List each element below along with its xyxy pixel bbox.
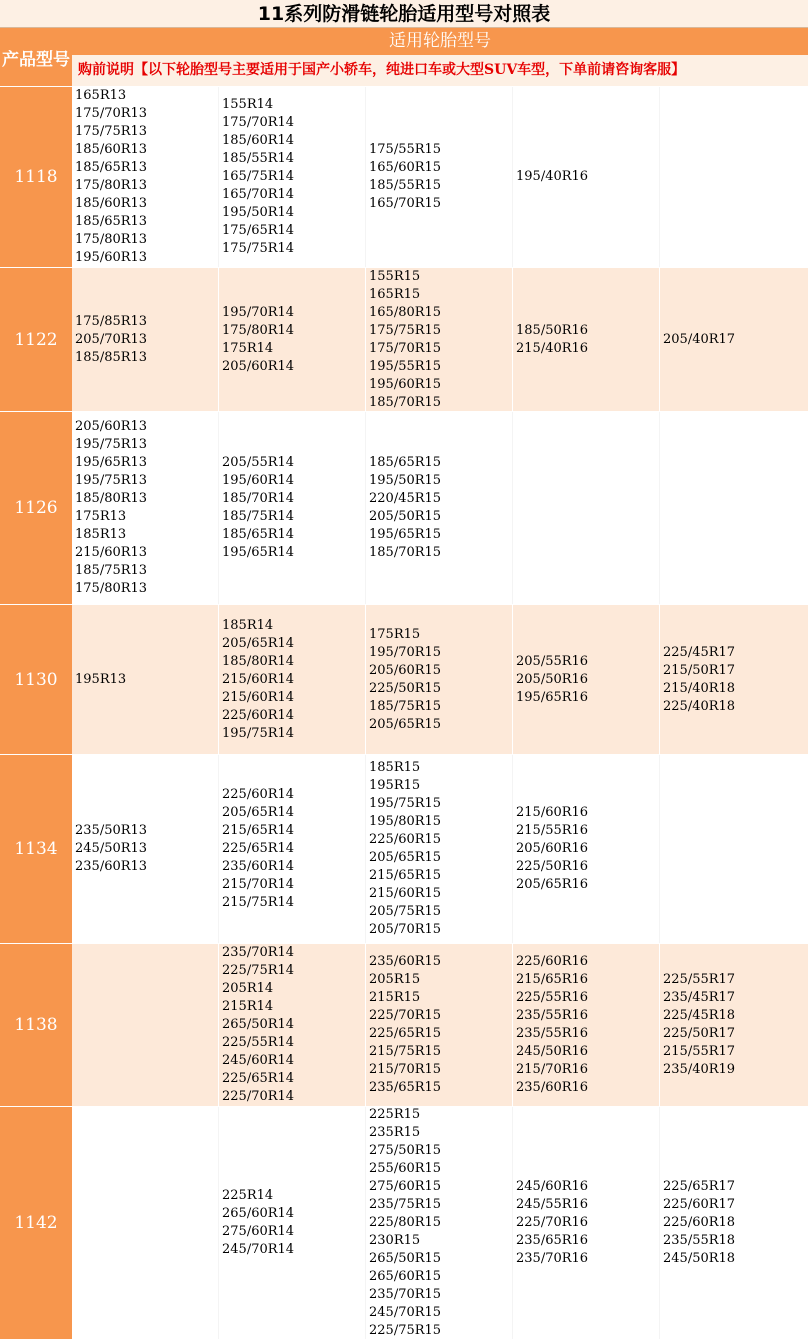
tire-size-cell	[513, 1107, 660, 1339]
tire-size: 235/60R14	[222, 859, 295, 874]
tire-size: 235/55R16	[516, 1008, 589, 1023]
tire-size: 175R14	[222, 340, 274, 356]
tire-size: 215/65R16	[516, 972, 589, 987]
tire-size: 215/60R14	[222, 671, 295, 687]
tire-size: 185/75R13	[75, 563, 148, 578]
tire-size: 195/70R15	[369, 644, 442, 660]
tire-size: 215/65R15	[369, 868, 442, 883]
tire-size: 215/55R16	[516, 823, 589, 838]
tire-size: 195/50R15	[369, 473, 442, 488]
tire-size: 175/80R14	[222, 322, 295, 338]
tire-size: 185R13	[75, 527, 127, 542]
tire-size: 185/70R15	[369, 394, 442, 410]
tire-size: 185/60R13	[75, 196, 148, 211]
tire-size: 165R13	[75, 88, 127, 103]
tire-size: 185/65R13	[75, 214, 148, 229]
tire-size: 175/55R15	[369, 142, 442, 157]
tire-size: 185/60R13	[75, 142, 148, 157]
tire-size: 225/65R17	[663, 1179, 736, 1194]
tire-size: 225/50R16	[516, 859, 589, 874]
tire-size-cell	[366, 412, 513, 604]
tire-size: 215/70R14	[222, 877, 295, 892]
tire-size: 225/80R15	[369, 1215, 442, 1230]
tire-size: 195/75R14	[222, 725, 295, 741]
tire-size: 225/50R17	[663, 1026, 736, 1041]
product-model-cell: 1138	[0, 944, 72, 1106]
tire-size: 235/60R16	[516, 1080, 589, 1095]
tire-size: 165/80R15	[369, 304, 442, 320]
tire-size: 215R14	[222, 999, 274, 1014]
tire-size-cell	[660, 412, 808, 604]
product-model-cell: 1142	[0, 1107, 72, 1339]
tire-size: 195R13	[75, 671, 127, 687]
tire-size-cell	[219, 87, 366, 267]
tire-size: 195R15	[369, 778, 421, 793]
tire-size-cell	[219, 412, 366, 604]
tire-size-cell	[366, 1107, 513, 1339]
tire-size: 195/60R14	[222, 473, 295, 488]
tire-size-cell	[366, 944, 513, 1106]
tire-size: 195/60R15	[369, 376, 442, 392]
tire-size-cell	[72, 944, 219, 1106]
tire-size: 175/75R13	[75, 124, 148, 139]
tire-size: 165R15	[369, 286, 421, 302]
table-row	[0, 411, 808, 604]
tire-size: 245/50R16	[516, 1044, 589, 1059]
tire-size: 215/60R16	[516, 805, 589, 820]
tire-size: 225/50R15	[369, 680, 442, 696]
tire-size: 185/65R13	[75, 160, 148, 175]
tire-size: 205/50R15	[369, 509, 442, 524]
tire-size: 245/50R18	[663, 1251, 736, 1266]
tire-size: 215/70R15	[369, 1062, 442, 1077]
table-row	[0, 1106, 808, 1339]
tire-size: 265/50R15	[369, 1251, 442, 1266]
tire-size: 225R15	[369, 1107, 421, 1122]
tire-size: 235/75R15	[369, 1197, 442, 1212]
tire-size: 185/55R14	[222, 151, 295, 166]
tire-size-cell	[513, 605, 660, 754]
tire-size-cell	[660, 605, 808, 754]
tire-size: 205/60R14	[222, 358, 295, 374]
table-row	[0, 754, 808, 943]
tire-size: 225/75R15	[369, 1323, 442, 1338]
purchase-notice: 购前说明【以下轮胎型号主要适用于国产小轿车，纯进口车或大型SUV车型，下单前请咨询客服】	[72, 55, 808, 86]
tire-size: 205/60R16	[516, 841, 589, 856]
tire-size: 185/55R15	[369, 178, 442, 193]
tire-size: 235/60R13	[75, 859, 148, 874]
tire-size-cell	[219, 944, 366, 1106]
product-model-cell: 1126	[0, 412, 72, 604]
table-row	[0, 267, 808, 411]
tire-size: 165/75R14	[222, 169, 295, 184]
tire-size: 235/70R15	[369, 1287, 442, 1302]
tire-size: 165/70R14	[222, 187, 295, 202]
tire-size: 175/80R13	[75, 232, 148, 247]
product-model-cell: 1134	[0, 755, 72, 943]
tire-size: 225/65R14	[222, 841, 295, 856]
tire-size: 225/60R16	[516, 954, 589, 969]
tire-size-cell	[513, 412, 660, 604]
tire-size-cell	[513, 755, 660, 943]
tire-size: 215/40R18	[663, 680, 736, 696]
tire-size: 265/60R14	[222, 1206, 295, 1221]
tire-size: 185/80R13	[75, 491, 148, 506]
tire-size: 205/40R17	[663, 331, 736, 347]
tire-size: 215/75R14	[222, 895, 295, 910]
tire-size: 215/75R15	[369, 1044, 442, 1059]
tire-size: 215/60R13	[75, 545, 148, 560]
tire-size: 175/70R15	[369, 340, 442, 356]
tire-size-cell	[72, 755, 219, 943]
tire-size: 185/70R14	[222, 491, 295, 506]
tire-size: 235/70R14	[222, 945, 295, 960]
tire-size: 205/60R15	[369, 662, 442, 678]
tire-size-cell	[366, 268, 513, 411]
tire-size: 195/75R13	[75, 437, 148, 452]
tire-size: 245/60R16	[516, 1179, 589, 1194]
tire-size: 165/60R15	[369, 160, 442, 175]
tire-size: 205R15	[369, 972, 421, 987]
tire-size: 225/70R15	[369, 1008, 442, 1023]
tire-size: 225/60R14	[222, 787, 295, 802]
tire-size: 205/65R14	[222, 635, 295, 651]
tire-size: 205/65R15	[369, 850, 442, 865]
tire-size: 195/75R15	[369, 796, 442, 811]
tire-size: 205/50R16	[516, 671, 589, 687]
tire-size: 215/55R17	[663, 1044, 736, 1059]
tire-size: 195/40R16	[516, 169, 589, 184]
tire-size: 195/65R14	[222, 545, 295, 560]
tire-size: 235/65R16	[516, 1233, 589, 1248]
tire-size: 225/45R18	[663, 1008, 736, 1023]
tire-size: 275/60R15	[369, 1179, 442, 1194]
tire-size: 175/75R14	[222, 241, 295, 256]
tire-size: 225/60R15	[369, 832, 442, 847]
tire-size: 175R13	[75, 509, 127, 524]
tire-size: 185R15	[369, 760, 421, 775]
tire-size-cell	[366, 605, 513, 754]
tire-size: 245/70R14	[222, 1242, 295, 1257]
tire-size-cell	[660, 755, 808, 943]
tire-size: 245/60R14	[222, 1053, 295, 1068]
tire-size-cell	[219, 1107, 366, 1339]
tire-size: 265/60R15	[369, 1269, 442, 1284]
tire-size: 185/65R15	[369, 455, 442, 470]
tire-size: 175R15	[369, 626, 421, 642]
tire-size: 185R14	[222, 617, 274, 633]
tire-size: 195/65R16	[516, 689, 589, 705]
tire-size: 175/75R15	[369, 322, 442, 338]
tire-size: 205/65R15	[369, 716, 442, 732]
tire-size: 225R14	[222, 1188, 274, 1203]
model-column-header: 产品型号	[0, 28, 72, 86]
tire-size: 235/45R17	[663, 990, 736, 1005]
tire-size-cell	[660, 944, 808, 1106]
tire-size-cell	[366, 87, 513, 267]
tire-size: 165/70R15	[369, 196, 442, 211]
tire-size: 235/55R16	[516, 1026, 589, 1041]
tire-size: 205/55R14	[222, 455, 295, 470]
tire-size: 195/75R13	[75, 473, 148, 488]
tire-size: 195/65R13	[75, 455, 148, 470]
tire-size: 235/40R19	[663, 1062, 736, 1077]
tire-size: 205/75R15	[369, 904, 442, 919]
tire-size-cell	[513, 87, 660, 267]
tire-size: 205/70R15	[369, 922, 442, 937]
tire-size: 245/70R15	[369, 1305, 442, 1320]
tire-size: 215/60R15	[369, 886, 442, 901]
table-row	[0, 86, 808, 267]
tire-size: 225/40R18	[663, 698, 736, 714]
tire-size: 175/70R14	[222, 115, 295, 130]
tire-size: 235/55R18	[663, 1233, 736, 1248]
tire-size: 225/65R14	[222, 1071, 295, 1086]
tire-size: 225/60R14	[222, 707, 295, 723]
tire-size: 205/65R16	[516, 877, 589, 892]
tire-size: 225/60R18	[663, 1215, 736, 1230]
tire-size: 195/65R15	[369, 527, 442, 542]
tire-size: 155R14	[222, 97, 274, 112]
table-row	[0, 604, 808, 754]
tire-size: 185/80R14	[222, 653, 295, 669]
tire-size: 230R15	[369, 1233, 421, 1248]
tire-size: 195/50R14	[222, 205, 295, 220]
tire-size: 255/60R15	[369, 1161, 442, 1176]
tire-size: 225/70R16	[516, 1215, 589, 1230]
tire-size: 215/65R14	[222, 823, 295, 838]
tire-size-cell	[366, 755, 513, 943]
tire-size: 195/80R15	[369, 814, 442, 829]
tire-size-cell	[219, 268, 366, 411]
tire-size: 225/45R17	[663, 644, 736, 660]
tire-size: 175/80R13	[75, 581, 148, 596]
tire-size-cell	[219, 605, 366, 754]
tire-size: 225/55R17	[663, 972, 736, 987]
tire-size: 185/75R14	[222, 509, 295, 524]
tire-size: 155R15	[369, 268, 421, 284]
tire-size: 175/85R13	[75, 313, 148, 329]
tire-size: 275/60R14	[222, 1224, 295, 1239]
tire-size: 205/60R13	[75, 419, 148, 434]
tire-size: 175/65R14	[222, 223, 295, 238]
tire-size: 205/70R13	[75, 331, 148, 347]
tire-size: 185/75R15	[369, 698, 442, 714]
tire-size-cell	[660, 87, 808, 267]
tire-size: 175/80R13	[75, 178, 148, 193]
tire-size: 225/55R14	[222, 1035, 295, 1050]
tire-size-cell	[72, 1107, 219, 1339]
tire-size: 225/75R14	[222, 963, 295, 978]
tire-size: 225/65R15	[369, 1026, 442, 1041]
tire-size: 235/50R13	[75, 823, 148, 838]
tire-size: 225/55R16	[516, 990, 589, 1005]
tire-size-header: 适用轮胎型号	[72, 28, 808, 55]
tire-size: 205R14	[222, 981, 274, 996]
tire-size: 215/40R16	[516, 340, 589, 356]
tire-size: 245/55R16	[516, 1197, 589, 1212]
tire-size: 185/85R13	[75, 349, 148, 365]
tire-size-cell	[660, 268, 808, 411]
tire-size: 215R15	[369, 990, 421, 1005]
table-row	[0, 943, 808, 1106]
tire-size: 245/50R13	[75, 841, 148, 856]
tire-size: 235/65R15	[369, 1080, 442, 1095]
tire-size: 215/70R16	[516, 1062, 589, 1077]
tire-size: 205/65R14	[222, 805, 295, 820]
tire-size: 265/50R14	[222, 1017, 295, 1032]
tire-size-cell	[72, 268, 219, 411]
tire-size: 220/45R15	[369, 491, 442, 506]
tire-size: 225/70R14	[222, 1089, 295, 1104]
tire-size: 195/55R15	[369, 358, 442, 374]
tire-size: 235R15	[369, 1125, 421, 1140]
tire-size: 275/50R15	[369, 1143, 442, 1158]
tire-size-cell	[219, 755, 366, 943]
tire-size-cell	[660, 1107, 808, 1339]
tire-size: 185/70R15	[369, 545, 442, 560]
tire-size: 185/65R14	[222, 527, 295, 542]
tire-size: 215/60R14	[222, 689, 295, 705]
tire-size-cell	[72, 605, 219, 754]
tire-size-cell	[72, 87, 219, 267]
tire-size-cell	[72, 412, 219, 604]
product-model-cell: 1118	[0, 87, 72, 267]
tire-size: 235/70R16	[516, 1251, 589, 1266]
tire-size-cell	[513, 944, 660, 1106]
tire-size: 235/60R15	[369, 954, 442, 969]
tire-size: 215/50R17	[663, 662, 736, 678]
tire-size: 225/60R17	[663, 1197, 736, 1212]
tire-size: 195/60R13	[75, 250, 148, 265]
tire-size: 185/50R16	[516, 322, 589, 338]
tire-size: 205/55R16	[516, 653, 589, 669]
tire-size: 175/70R13	[75, 106, 148, 121]
product-model-cell: 1122	[0, 268, 72, 411]
page-title: 11系列防滑链轮胎适用型号对照表	[0, 0, 808, 28]
tire-size: 195/70R14	[222, 304, 295, 320]
product-model-cell: 1130	[0, 605, 72, 754]
tire-size-cell	[513, 268, 660, 411]
tire-size: 185/60R14	[222, 133, 295, 148]
